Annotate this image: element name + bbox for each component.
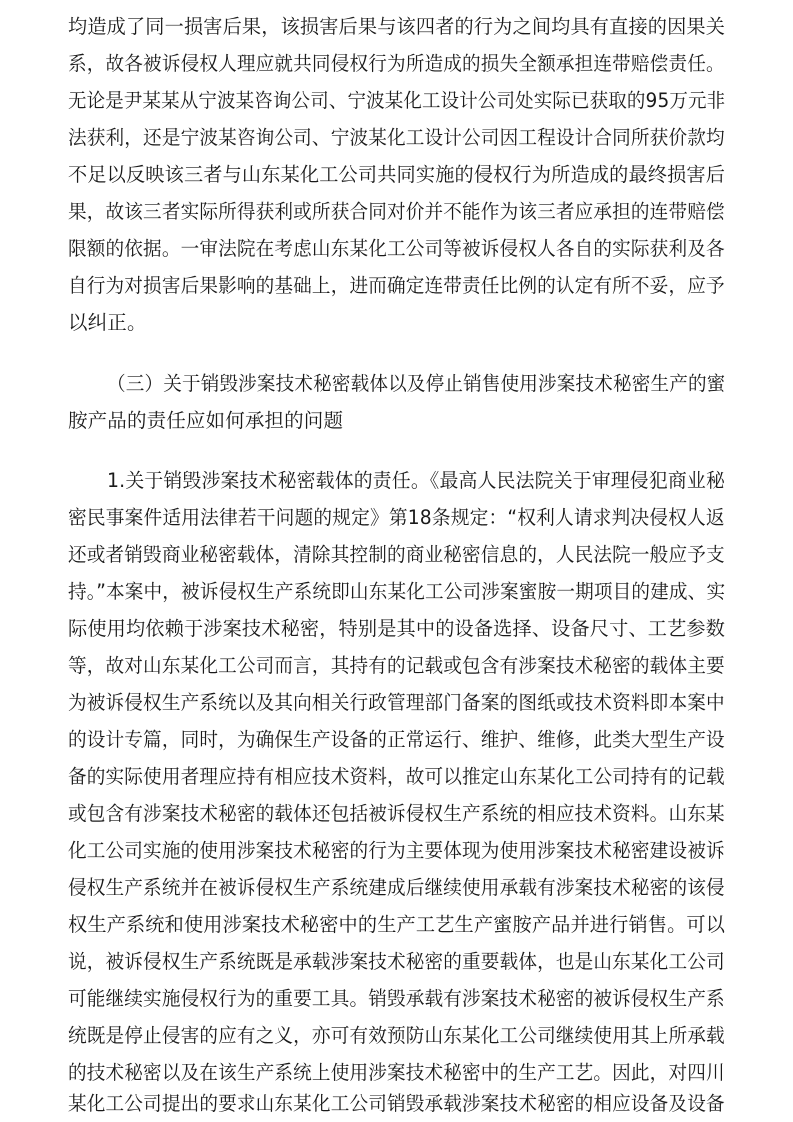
text-line: 限额的依据。一审法院在考虑山东某化工公司等被诉侵权人各自的实际获利及各 — [68, 237, 725, 260]
text-line: 权生产系统和使用涉案技术秘密中的生产工艺生产蜜胺产品并进行销售。可以 — [68, 913, 726, 936]
text-line: 可能继续实施侵权行为的重要工具。销毁承载有涉案技术秘密的被诉侵权生产系 — [68, 987, 725, 1010]
text-line: 备的实际使用者理应持有相应技术资料，故可以推定山东某化工公司持有的记载 — [68, 765, 725, 788]
text-line: 果，故该三者实际所得获利或所获合同对价并不能作为该三者应承担的连带赔偿 — [68, 200, 725, 223]
text-line: 法获利，还是宁波某咨询公司、宁波某化工设计公司因工程设计合同所获价款均 — [68, 126, 725, 149]
text-line: 的设计专篇，同时，为确保生产设备的正常运行、维护、维修，此类大型生产设 — [68, 728, 725, 751]
text-line: 不足以反映该三者与山东某化工公司共同实施的侵权行为所造成的最终损害后 — [68, 163, 726, 186]
text-line: 均造成了同一损害后果，该损害后果与该四者的行为之间均具有直接的因果关 — [68, 15, 726, 38]
section-heading: 胺产品的责任应如何承担的问题 — [68, 409, 344, 432]
text-line: 系，故各被诉侵权人理应就共同侵权行为所造成的损失全额承担连带赔偿责任。 — [68, 52, 725, 75]
text-line: 无论是尹某某从宁波某咨询公司、宁波某化工设计公司处实际已获取的95万元非 — [68, 89, 726, 112]
text-line: 还或者销毁商业秘密载体，清除其控制的商业秘密信息的，人民法院一般应予支 — [68, 543, 725, 566]
text-line: 自行为对损害后果影响的基础上，进而确定连带责任比例的认定有所不妥，应予 — [68, 274, 725, 297]
text-line: 以纠正。 — [68, 311, 147, 334]
text-line: 统既是停止侵害的应有之义，亦可有效预防山东某化工公司继续使用其上所承载 — [68, 1024, 725, 1047]
text-line: 或包含有涉案技术秘密的载体还包括被诉侵权生产系统的相应技术资料。山东某 — [68, 802, 725, 825]
text-line: 密民事案件适用法律若干问题的规定》第18条规定：“权利人请求判决侵权人返 — [68, 506, 725, 529]
text-line: 某化工公司提出的要求山东某化工公司销毁承载涉案技术秘密的相应设备及设备 — [68, 1092, 725, 1115]
text-line: 说，被诉侵权生产系统既是承载涉案技术秘密的重要载体，也是山东某化工公司 — [68, 950, 725, 973]
text-line: 化工公司实施的使用涉案技术秘密的行为主要体现为使用涉案技术秘密建设被诉 — [68, 839, 725, 862]
section-heading: （三）关于销毁涉案技术秘密载体以及停止销售使用涉案技术秘密生产的蜜 — [107, 372, 726, 395]
text-line: 为被诉侵权生产系统以及其向相关行政管理部门备案的图纸或技术资料即本案中 — [68, 691, 725, 714]
text-line: 的技术秘密以及在该生产系统上使用涉案技术秘密中的生产工艺。因此，对四川 — [68, 1061, 725, 1084]
text-line: 际使用均依赖于涉案技术秘密，特别是其中的设备选择、设备尺寸、工艺参数 — [68, 617, 726, 640]
text-line: 侵权生产系统并在被诉侵权生产系统建成后继续使用承载有涉案技术秘密的该侵 — [68, 876, 725, 899]
text-line: 1.关于销毁涉案技术秘密载体的责任。《最高人民法院关于审理侵犯商业秘 — [107, 469, 726, 492]
text-line: 持。”本案中，被诉侵权生产系统即山东某化工公司涉案蜜胺一期项目的建成、实 — [68, 580, 726, 603]
text-line: 等，故对山东某化工公司而言，其持有的记载或包含有涉案技术秘密的载体主要 — [68, 654, 725, 677]
